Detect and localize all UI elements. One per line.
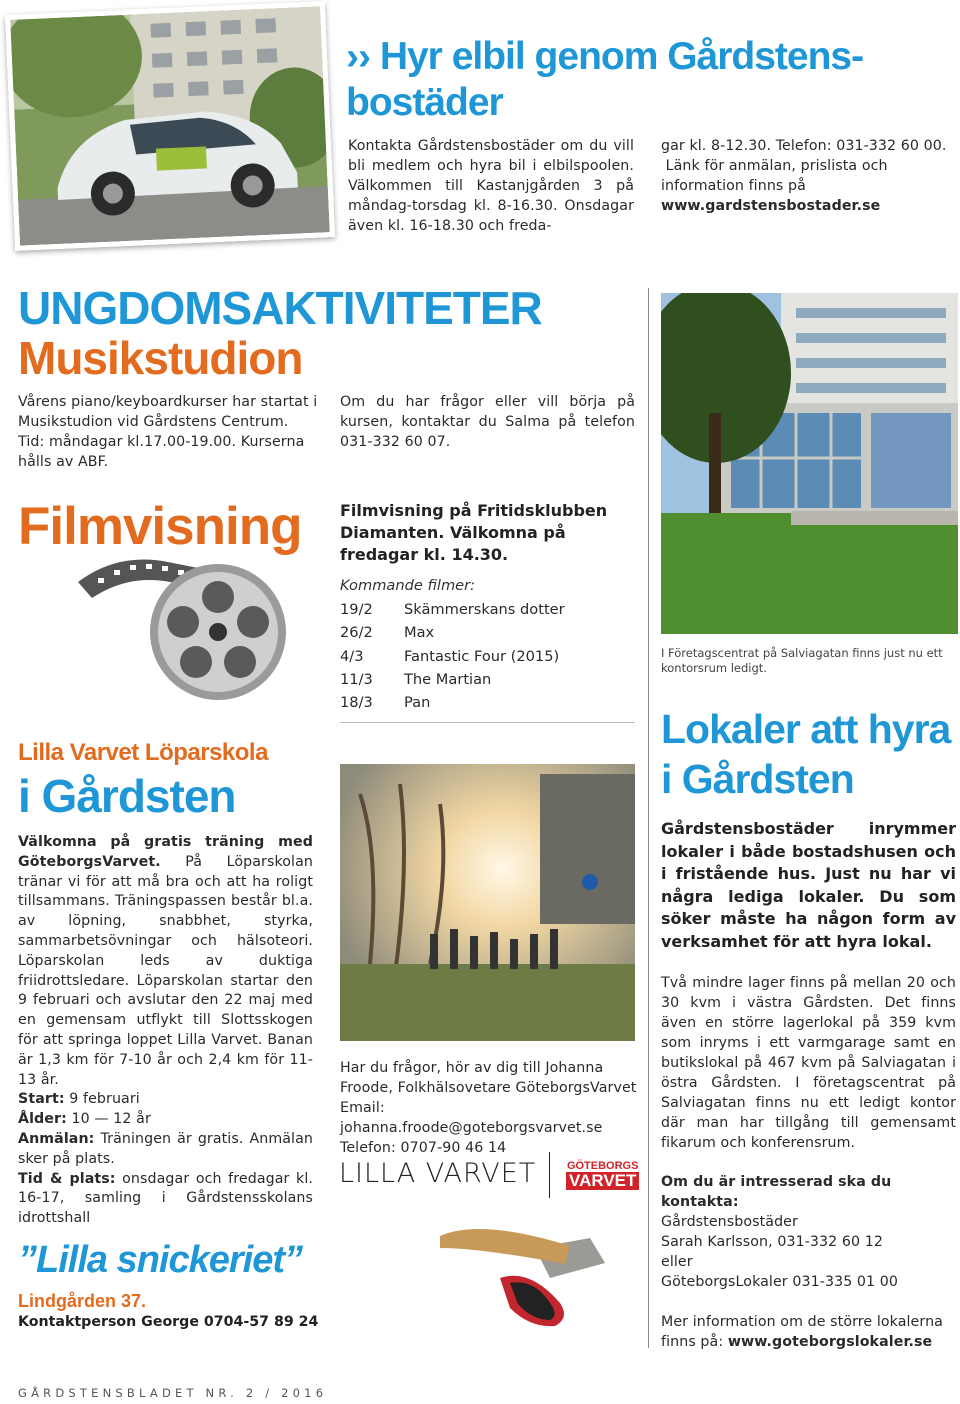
goteborgsvarvet-logo: GÖTEBORGS VARVET [566, 1160, 639, 1190]
runners-photo [340, 764, 635, 1041]
list-item: 11/3 The Martian [340, 670, 492, 688]
hammer-icon [440, 1208, 640, 1338]
elbil-heading-line1: Hyr elbil genom Gårdstens- [379, 35, 864, 78]
lopar-body: Välkomna på gratis träning med GöteborgsVarvet. På Löparskolan tränar vi för att må bra och att ha roligt tillsammans. Träningspassen består bl.a. av löpning, snabbhet, styrka, sammarbetsövningar och hälsoteori. Löparskolan leds av duktiga friidrottsledare. Löparskolan startar den 9 februari och avslutar den 22 maj med en gemensam utflykt till Slottsskogen för att springa loppet Lilla Varvet. Banan är 1,3 km för 7-10 år och 2,4 km för 11-13 år. Start: 9 februari Ålder: 10 — 12 år Anmälan: Träningen är gratis. Anmälan sker på plats. Tid & plats: onsdagar och fredagar kl. 16-17, samling i Gårdstensskolans idrottshall [18, 834, 313, 1227]
lilla-varvet-logo: LILLA VARVET [339, 1158, 537, 1189]
lopar-lead: Välkomna på gratis träning med GöteborgsVarvet. [18, 834, 313, 870]
elbil-link[interactable]: www.gardstensbostader.se [661, 198, 881, 214]
divider [340, 722, 635, 723]
film-intro: Filmvisning på Fritidsklubben Diamanten. Välkomna på fredagar kl. 14.30. [340, 501, 608, 564]
film-list [340, 598, 635, 714]
elbil-heading [346, 34, 863, 126]
lokaler-contact: Om du är intresserad ska du kontakta: Gårdstensbostäder Sarah Karlsson, 031-332 60 12 eller GöteborgsLokaler 031-335 01 00 Mer information om de större lokalerna finns på: www.goteborgslokaler.se [661, 1174, 943, 1350]
elbil-body-col1: Kontakta Gårdstensbostäder om du vill bli medlem och hyra bil i elbilspoolen. Välkommen till Kastanjgården 3 på måndag-torsdag kl. 8-16.30. Onsdagar även kl. 16-18.30 och freda- [348, 138, 634, 234]
double-chevron-icon: ›› [346, 35, 370, 78]
ungdom-heading: UNGDOMSAKTIVITETER [18, 282, 542, 334]
column-divider [648, 288, 649, 1348]
elbil-link-text: Länk för anmälan, prislista och information finns på [661, 158, 888, 194]
page-footer: GÅRDSTENSBLADET NR. 2 / 2016 [18, 1386, 328, 1400]
lokaler-heading [661, 704, 950, 804]
electric-car-photo [5, 1, 335, 251]
lopar-subheading: i Gårdsten [18, 770, 236, 822]
musik-col2: Om du har frågor eller vill börja på kursen, kontaktar du Salma på telefon 031-332 60 07. [340, 394, 635, 450]
film-reel-icon [58, 552, 298, 702]
lokaler-body: Två mindre lager finns på mellan 20 och 30 kvm i västra Gårdsten. Det finns även en större lagerlokal på 359 kvm som inryms i ett varmgarage samt en butikslokal på 467 kvm på Salviagatan i östra Gårdsten. I företagscentrat på Salviagatan finns nu ett ledigt kontor där man har tillgång till gemensamt fikarum och konferensrum. [661, 975, 956, 1151]
snickeri-address: Lindgården 37. [18, 1291, 147, 1311]
lokaler-heading-line1: Lokaler att hyra [661, 706, 951, 752]
lopar-body-text: På Löparskolan tränar vi för att må bra och att ha roligt tillsammans. Träningspassen består bl.a. av löpning, snabbhet, styrka, sammarbetsövningar och hälsoteori. Löparskolan leds av duktiga friidrottsledare. Löparskolan startar den 9 februari och avslutar den 22 maj med en gemensam utflykt till Slottsskogen för att springa loppet Lilla Varvet. Banan är 1,3 km för 7-10 år och 2,4 km för 11-13 år. [18, 853, 313, 1088]
lokaler-caption: I Företagscentrat på Salviagatan finns just nu ett kontorsrum ledigt. [661, 646, 943, 675]
lokaler-heading-line2: i Gårdsten [661, 756, 854, 802]
film-heading: Filmvisning [18, 497, 302, 556]
lopar-heading: Lilla Varvet Löparskola [18, 739, 268, 766]
lokaler-link[interactable]: www.goteborgslokaler.se [727, 1334, 933, 1350]
building-photo [661, 293, 958, 634]
musik-heading: Musikstudion [18, 332, 303, 384]
lokaler-contact-label: Om du är intresserad ska du kontakta: [661, 1174, 892, 1210]
film-upcoming-label: Kommande filmer: [340, 577, 476, 594]
list-item: 26/2 Max [340, 624, 435, 642]
elbil-phone: gar kl. 8-12.30. Telefon: 031-332 60 00. [661, 138, 947, 154]
snickeri-contact: Kontaktperson George 0704-57 89 24 [18, 1314, 319, 1330]
elbil-heading-line2: bostäder [346, 81, 503, 124]
lopar-contact: Har du frågor, hör av dig till Johanna Froode, Folkhälsovetare GöteborgsVarvet Email: johanna.froode@goteborgsvarvet.se Telefon: 0707-90 46 14 [340, 1060, 637, 1156]
logo-divider [549, 1152, 550, 1198]
musik-col1: Vårens piano/keyboardkurser har startat i Musikstudion vid Gårdstens Centrum. Tid: måndagar kl.17.00-19.00. Kurserna hålls av ABF. [18, 394, 318, 470]
list-item: 19/2 Skämmerskans dotter [340, 601, 565, 618]
lokaler-lead: Gårdstensbostäder inrymmer lokaler i både bostadshusen och i fristående hus. Just nu har vi några lediga lokaler. Du som söker måste ha någon form av verksamhet för att hyra lokal. [661, 819, 956, 951]
lokaler-more-text: Mer information om de större lokalerna finns på: [661, 1314, 943, 1350]
snickeri-heading: ”Lilla snickeriet” [18, 1239, 303, 1281]
elbil-body-col2 [661, 136, 959, 216]
list-item: 18/3 Pan [340, 694, 431, 712]
list-item: 4/3 Fantastic Four (2015) [340, 647, 560, 665]
